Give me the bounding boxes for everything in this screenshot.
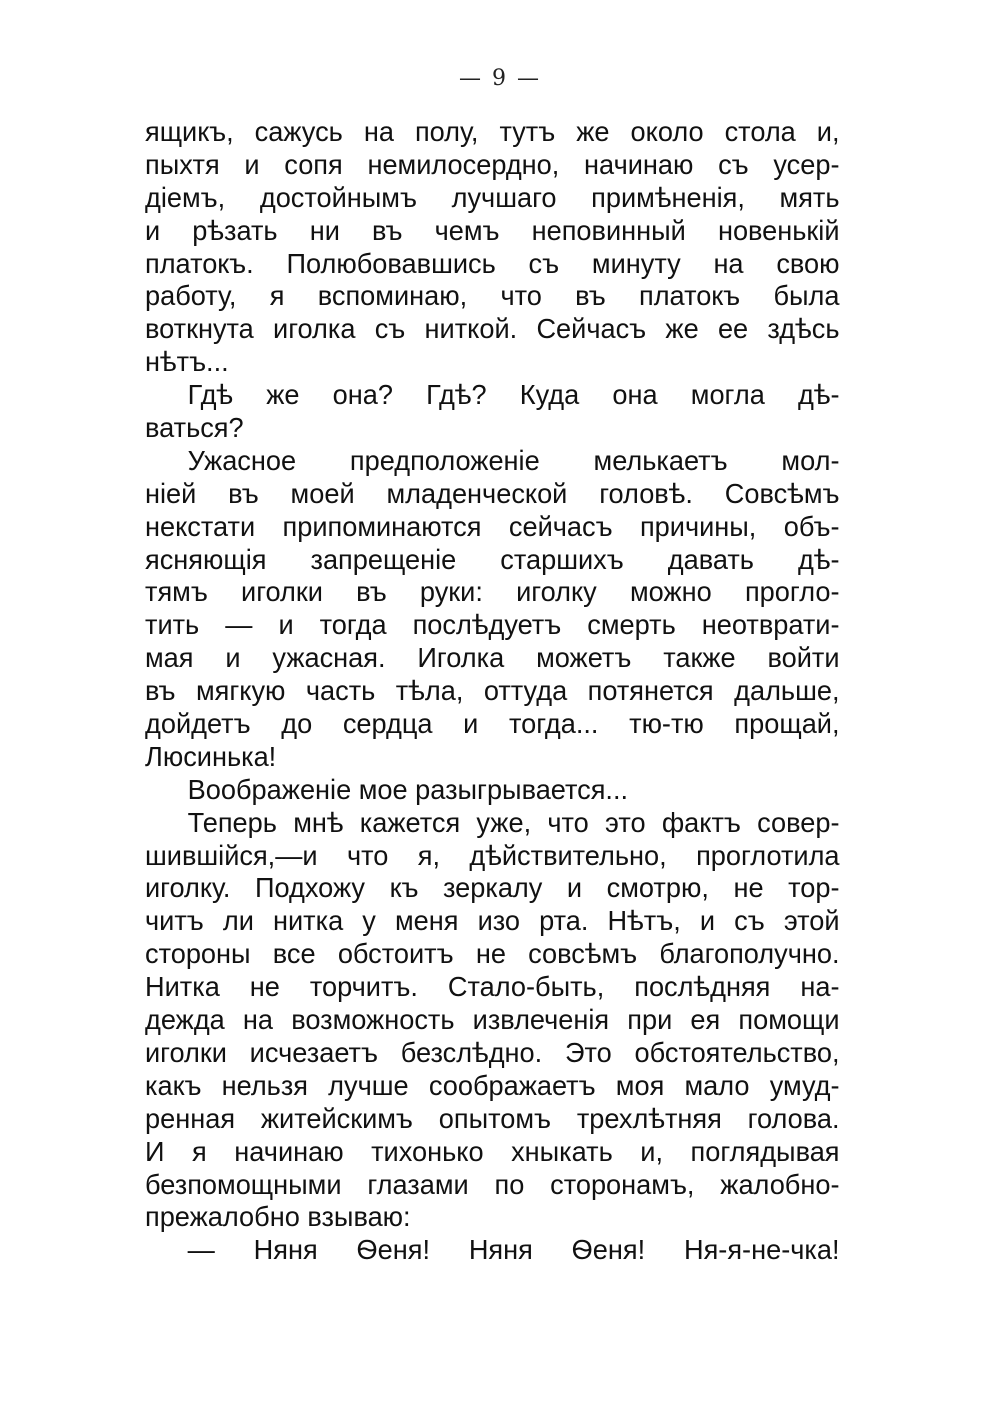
text-line: ренная житейскимъ опытомъ трехлѣтняя голова.: [145, 1102, 840, 1134]
text-line: Воображеніе мое разыгрывается...: [187, 773, 629, 805]
text-line: какъ нельзя лучше соображаетъ моя мало умуд-: [145, 1069, 840, 1101]
text-line: шившійся,—и что я, дѣйствительно, проглотила: [145, 839, 840, 871]
text-line: некстати припоминаются сейчасъ причины, объ-: [145, 510, 840, 542]
page-number: — 9 —: [459, 66, 541, 91]
text-line: Гдѣ же она? Гдѣ? Куда она могла дѣ-: [187, 379, 840, 411]
text-line: мая и ужасная. Иголка можетъ также войти: [145, 642, 840, 674]
text-line: и рѣзать ни въ чемъ неповинный новенькій: [145, 214, 840, 246]
text-line: пыхтя и сопя немилосердно, начинаю съ усер-: [145, 148, 840, 180]
text-line: дойдетъ до сердца и тогда... тю-тю прощай,: [145, 708, 840, 740]
text-line: иголку. Подхожу къ зеркалу и смотрю, не тор-: [145, 872, 840, 904]
text-line: иголки исчезаетъ безслѣдно. Это обстоятельство,: [145, 1036, 840, 1068]
text-line: нѣтъ...: [145, 346, 229, 378]
page-body-text: [145, 116, 861, 1267]
text-line: безпомощными глазами по сторонамъ, жалобно-: [145, 1168, 840, 1200]
text-line: ясняющія запрещеніе старшихъ давать дѣ-: [145, 543, 840, 575]
text-line: прежалобно взываю:: [145, 1201, 411, 1233]
text-line: воткнута иголка съ ниткой. Сейчасъ же ее здѣсь: [145, 313, 840, 345]
text-line: ваться?: [145, 412, 244, 444]
text-line: тить — и тогда послѣдуетъ смерть неотврати-: [145, 609, 840, 641]
text-line: стороны все обстоитъ не совсѣмъ благополучно.: [145, 938, 840, 970]
text-line: платокъ. Полюбовавшись съ минуту на свою: [145, 247, 840, 279]
text-line: дежда на возможность извлеченія при ея помощи: [145, 1004, 840, 1036]
text-line: Теперь мнѣ кажется уже, что это фактъ совер-: [187, 806, 840, 838]
text-line: читъ ли нитка у меня изо рта. Нѣтъ, и съ этой: [145, 905, 840, 937]
text-line: работу, я вспоминаю, что въ платокъ была: [145, 280, 840, 312]
text-line: И я начинаю тихонько хныкать и, поглядывая: [145, 1135, 840, 1167]
text-line: въ мягкую часть тѣла, оттуда потянется дальше,: [145, 675, 840, 707]
text-line: Нитка не торчитъ. Стало-быть, послѣдняя на-: [145, 971, 840, 1003]
text-line: ящикъ, сажусь на полу, тутъ же около стола и,: [145, 116, 840, 147]
text-line: Ужасное предположеніе мелькаетъ мол-: [187, 444, 840, 476]
text-line: діемъ, достойнымъ лучшаго примѣненія, мять: [145, 181, 840, 213]
text-line: тямъ иголки въ руки: иголку можно прогло-: [145, 576, 840, 608]
text-line: ніей въ моей младенческой головѣ. Совсѣмъ: [145, 477, 840, 509]
text-line: Люсинька!: [145, 740, 277, 772]
text-line: — Няня Ѳеня! Няня Ѳеня! Ня-я-не-чка!: [187, 1234, 840, 1266]
